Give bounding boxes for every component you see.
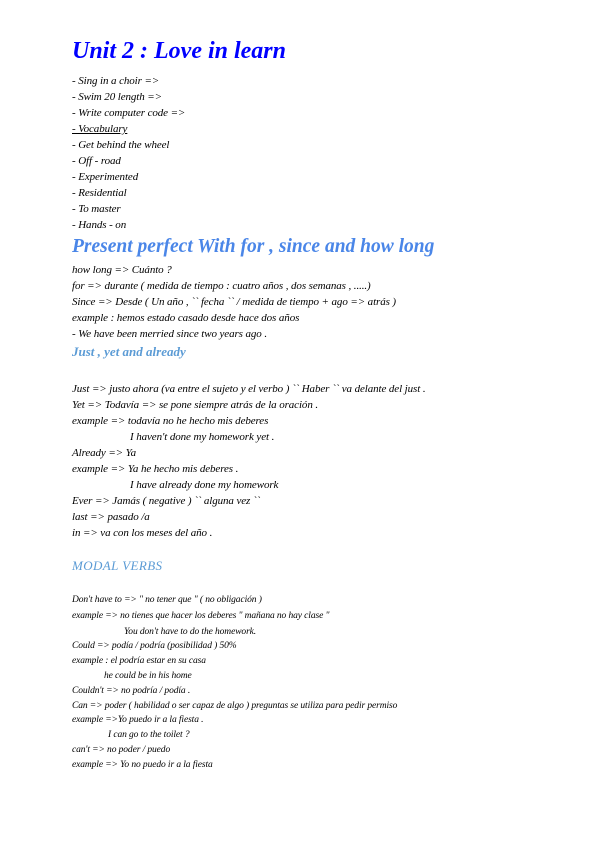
list-item: - Experimented <box>72 171 139 183</box>
list-item: - Sing in a choir => <box>72 75 160 87</box>
text-line: example => Yo no puedo ir a la fiesta <box>72 760 213 770</box>
list-item: - Off - road <box>72 155 121 167</box>
text-line: example => no tienes que hacer los deberes " mañana no hay clase " <box>72 611 330 621</box>
text-line: for => durante ( medida de tiempo : cuatro años , dos semanas , .....) <box>72 280 371 292</box>
list-item: - To master <box>72 203 121 215</box>
page-title: Unit 2 : Love in learn <box>72 38 286 64</box>
text-line: Ever => Jamás ( negative ) `` alguna vez `` <box>72 495 261 507</box>
text-line: example =>Yo puedo ir a la fiesta . <box>72 715 204 725</box>
text-line: example => todavía no he hecho mis deberes <box>72 415 269 427</box>
text-line: Yet => Todavía => se pone siempre atrás de la oración . <box>72 399 319 411</box>
list-item: - Get behind the wheel <box>72 139 170 151</box>
list-item: - Hands - on <box>72 219 127 231</box>
text-line: Already => Ya <box>72 447 137 459</box>
text-line: last => pasado /a <box>72 511 150 523</box>
text-line: You don't have to do the homework. <box>124 627 257 637</box>
modal-verbs-heading: MODAL VERBS <box>72 558 163 573</box>
text-line: I haven't done my homework yet . <box>130 431 275 443</box>
text-line: example : hemos estado casado desde hace dos años <box>72 312 300 324</box>
text-line: Don't have to => " no tener que " ( no obligación ) <box>72 595 262 605</box>
text-line: Couldn't => no podría / podía . <box>72 686 191 696</box>
text-line: he could be in his home <box>104 671 192 681</box>
vocabulary-heading: - Vocabulary <box>72 123 128 135</box>
text-line: how long => Cuánto ? <box>72 264 172 276</box>
list-item: - Write computer code => <box>72 107 186 119</box>
text-line: in => va con los meses del año . <box>72 527 213 539</box>
text-line: Since => Desde ( Un año , `` fecha `` / medida de tiempo + ago => atrás ) <box>72 296 396 308</box>
just-yet-heading: Just , yet and already <box>72 344 186 359</box>
text-line: can't => no poder / puedo <box>72 745 171 755</box>
text-line: Just => justo ahora (va entre el sujeto y el verbo ) `` Haber `` va delante del just . <box>72 383 426 395</box>
list-item: - Residential <box>72 187 127 199</box>
text-line: I have already done my homework <box>130 479 279 491</box>
text-line: - We have been merried since two years ago . <box>72 328 267 340</box>
text-line: Can => poder ( habilidad o ser capaz de algo ) preguntas se utiliza para pedir permiso <box>72 701 398 711</box>
text-line: Could => podía / podría (posibilidad ) 50% <box>72 641 237 651</box>
text-line: example => Ya he hecho mis deberes . <box>72 463 239 475</box>
present-perfect-heading: Present perfect With for , since and how long <box>72 236 435 257</box>
text-line: example : el podría estar en su casa <box>72 656 206 666</box>
text-line: I can go to the toilet ? <box>108 730 190 740</box>
list-item: - Swim 20 length => <box>72 91 162 103</box>
